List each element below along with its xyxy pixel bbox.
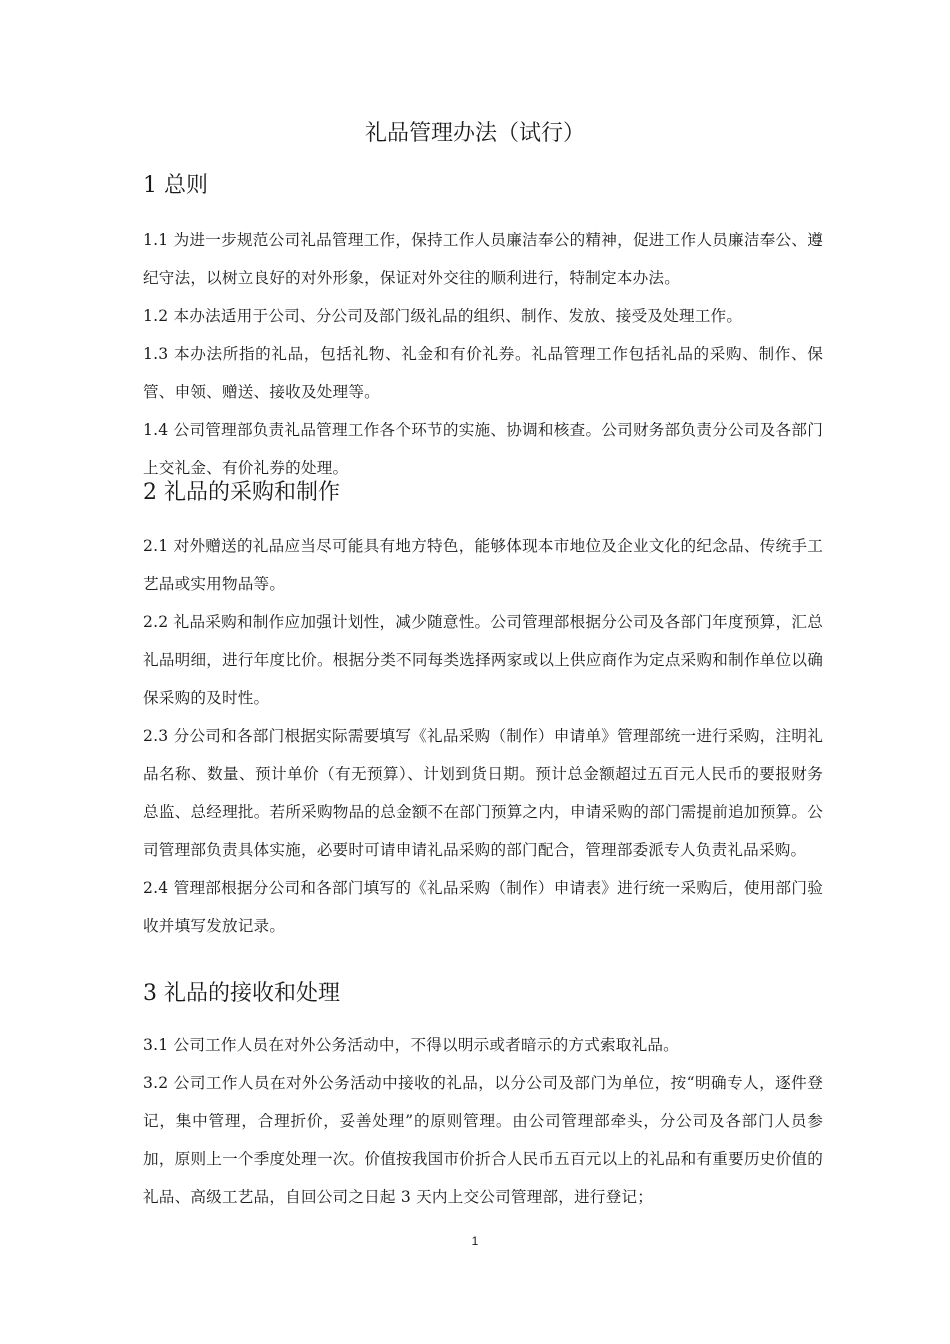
section-body xyxy=(143,1010,823,1216)
paragraph: 2.1 对外赠送的礼品应当尽可能具有地方特色，能够体现本市地位及企业文化的纪念品、传统手工艺品或实用物品等。 xyxy=(143,537,823,593)
paragraph: 3.2 公司工作人员在对外公务活动中接收的礼品，以分公司及部门为单位，按“明确专人，逐件登记，集中管理，合理折价，妥善处理”的原则管理。由公司管理部牵头，分公司及各部门人员参加，原则上一个季度处理一次。价值按我国市价折合人民币五百元以上的礼品和有重要历史价值的礼品、高级工艺品，自回公司之日起 3 天内上交公司管理部，进行登记； xyxy=(143,1074,823,1206)
paragraph: 2.3 分公司和各部门根据实际需要填写《礼品采购（制作）申请单》管理部统一进行采购，注明礼品名称、数量、预计单价（有无预算）、计划到货日期。预计总金额超过五百元人民币的要报财务总监、总经理批。若所采购物品的总金额不在部门预算之内，申请采购的部门需提前追加预算。公司管理部负责具体实施，必要时可请申请礼品采购的部门配合，管理部委派专人负责礼品采购。 xyxy=(143,727,823,859)
section-heading: 3 礼品的接收和处理 xyxy=(143,981,340,1006)
paragraph: 3.1 公司工作人员在对外公务活动中，不得以明示或者暗示的方式索取礼品。 xyxy=(143,1036,679,1054)
paragraph: 2.4 管理部根据分公司和各部门填写的《礼品采购（制作）申请表》进行统一采购后，使用部门验收并填写发放记录。 xyxy=(143,879,823,935)
section-general xyxy=(143,170,823,487)
paragraph: 2.2 礼品采购和制作应加强计划性，减少随意性。公司管理部根据分公司及各部门年度预算，汇总礼品明细，进行年度比价。根据分类不同每类选择两家或以上供应商作为定点采购和制作单位以确保采购的及时性。 xyxy=(143,613,823,707)
document-title: 礼品管理办法（试行） xyxy=(364,121,585,146)
page-number: 1 xyxy=(471,1234,479,1248)
section-body xyxy=(143,202,823,487)
paragraph: 1.4 公司管理部负责礼品管理工作各个环节的实施、协调和核查。公司财务部负责分公司及各部门上交礼金、有价礼券的处理。 xyxy=(143,421,823,477)
section-receipt xyxy=(143,978,823,1216)
section-heading: 1 总则 xyxy=(143,173,208,198)
paragraph: 1.1 为进一步规范公司礼品管理工作，保持工作人员廉洁奉公的精神，促进工作人员廉洁奉公、遵纪守法，以树立良好的对外形象，保证对外交往的顺利进行，特制定本办法。 xyxy=(143,231,823,287)
section-body xyxy=(143,509,823,945)
section-heading: 2 礼品的采购和制作 xyxy=(143,480,340,505)
paragraph: 1.2 本办法适用于公司、分公司及部门级礼品的组织、制作、发放、接受及处理工作。 xyxy=(143,307,743,325)
section-procurement xyxy=(143,477,823,945)
paragraph: 1.3 本办法所指的礼品，包括礼物、礼金和有价礼券。礼品管理工作包括礼品的采购、制作、保管、申领、赠送、接收及处理等。 xyxy=(143,345,823,401)
